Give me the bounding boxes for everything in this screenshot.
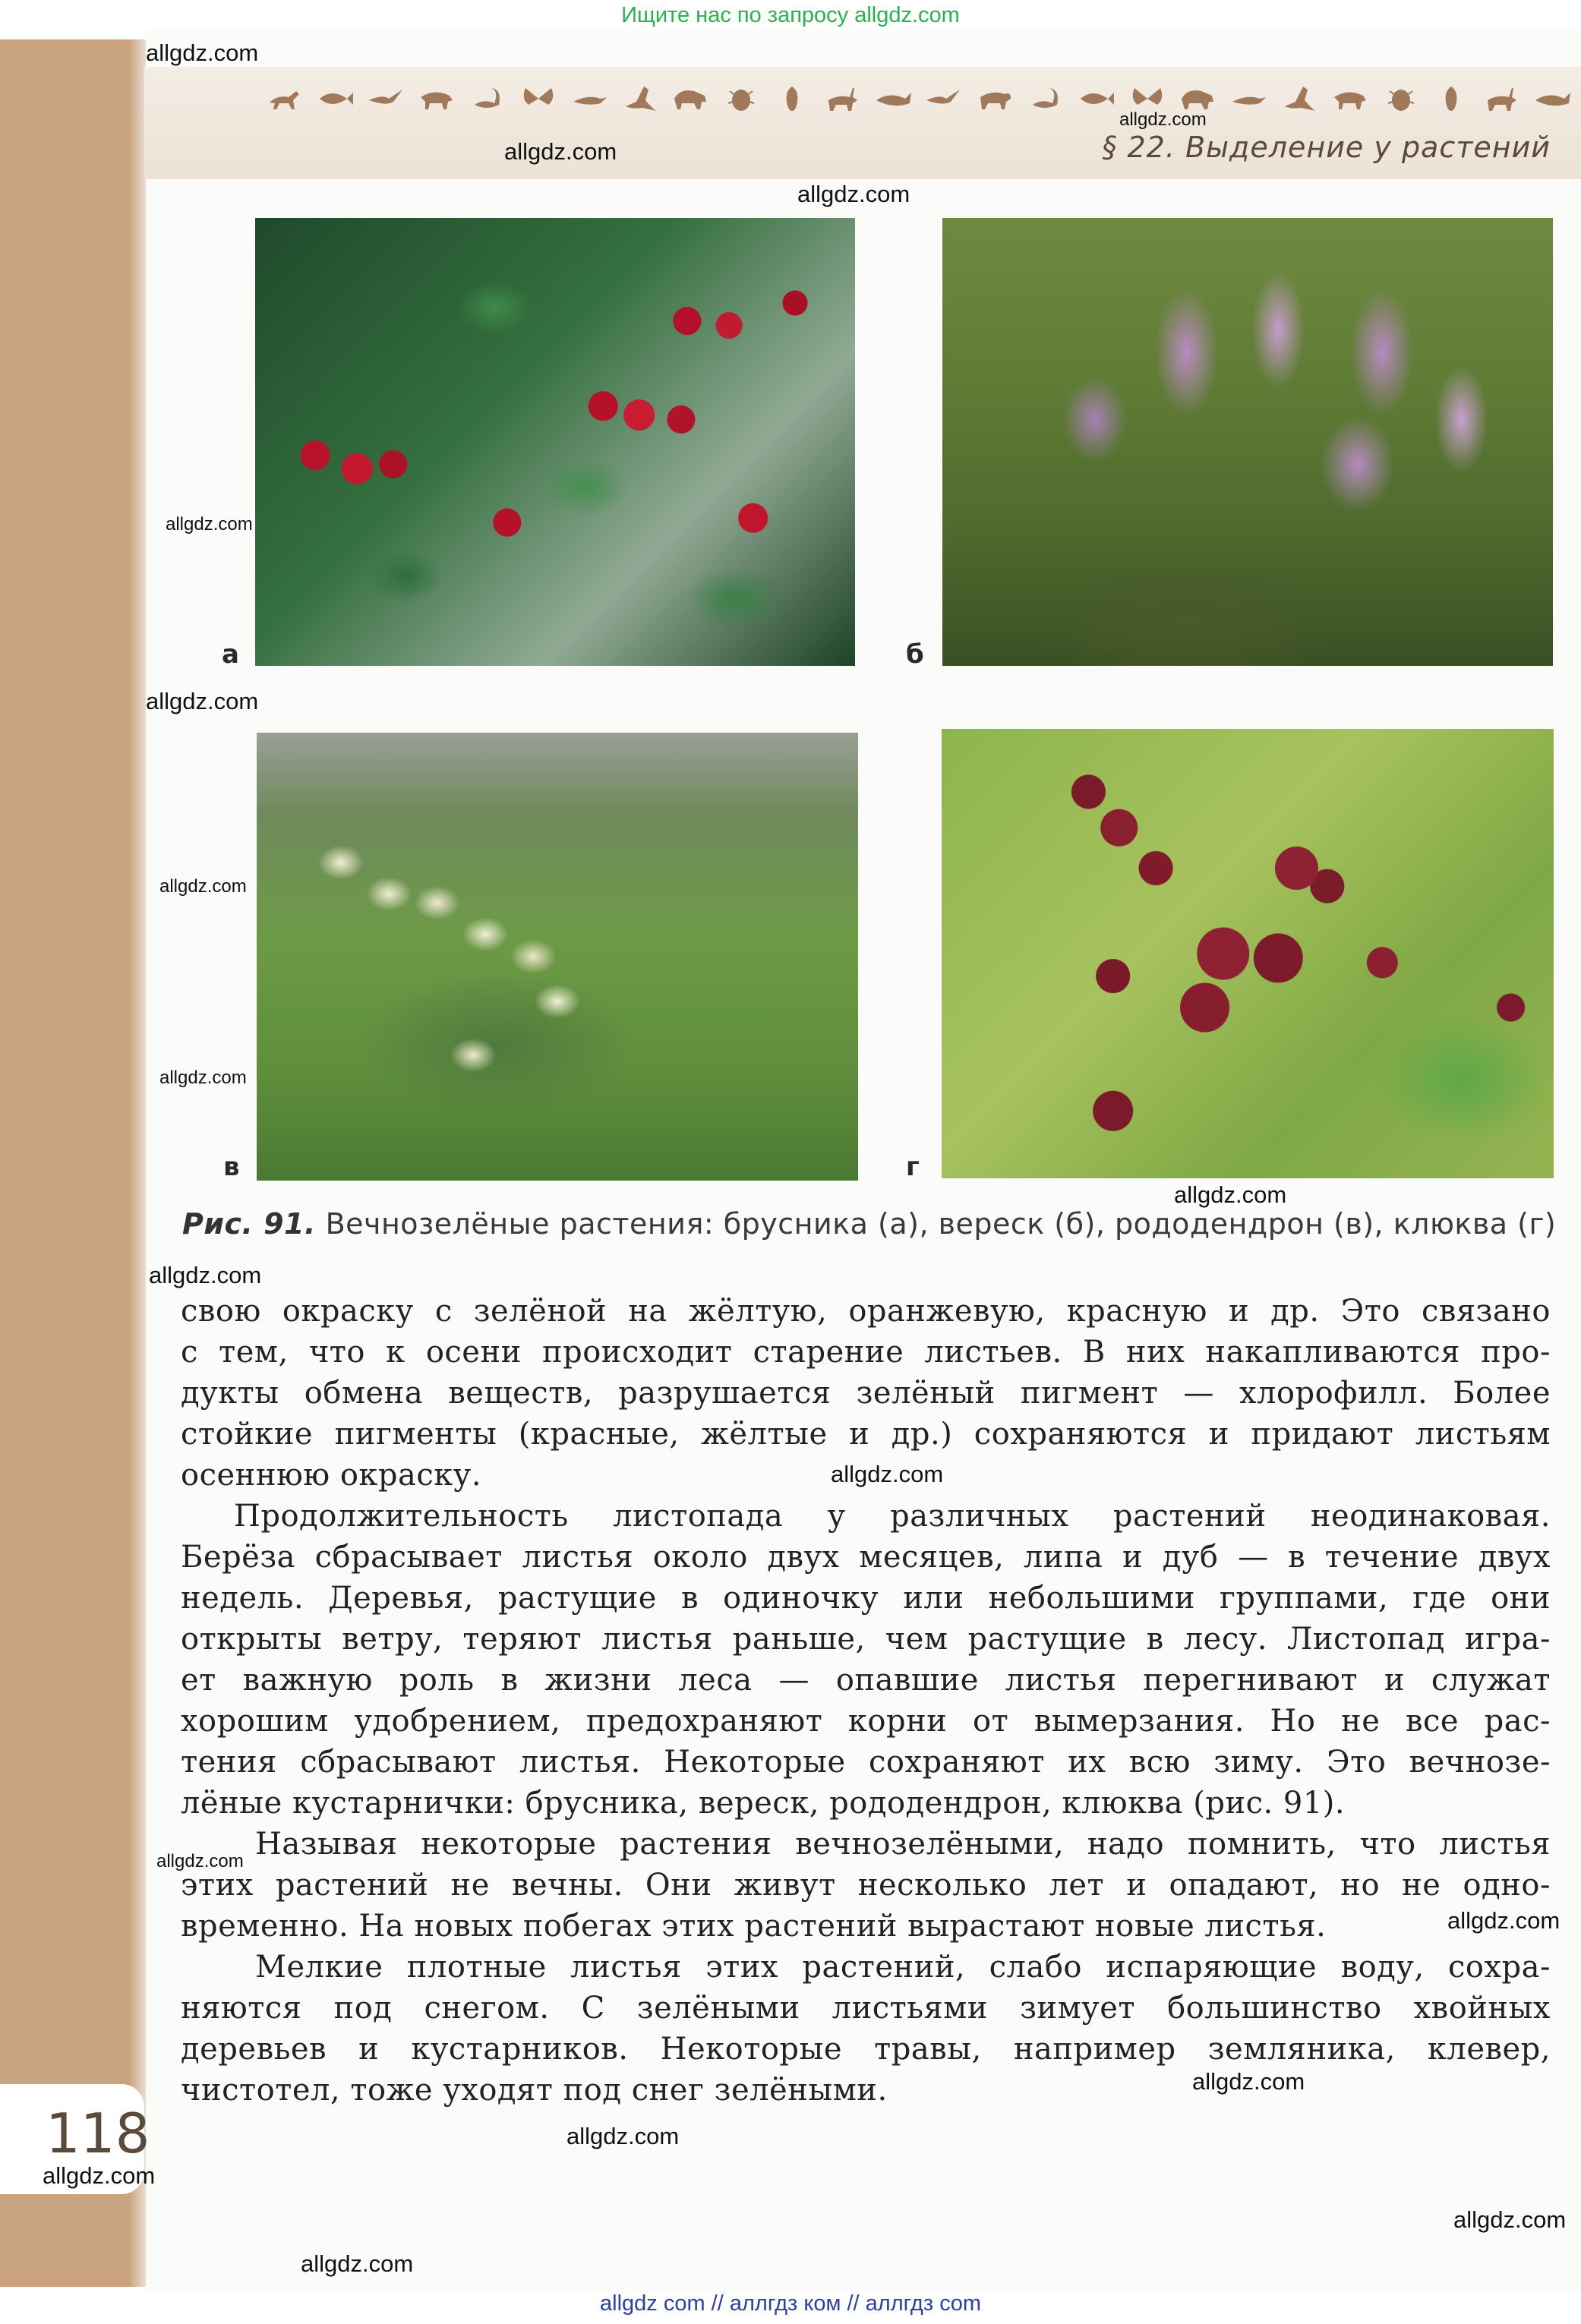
text-line: ет важную роль в жизни леса — опавшие листья перегнивают и служат bbox=[181, 1663, 1551, 1698]
beetle-icon bbox=[1382, 84, 1420, 114]
watermark: allgdz.com bbox=[566, 2123, 680, 2149]
text-line: этих растений не вечны. Они живут несколько лет и опадают, но не одно- bbox=[181, 1868, 1551, 1903]
ram-icon bbox=[976, 84, 1014, 114]
watermark: allgdz.com bbox=[797, 181, 910, 207]
text-line: Мелкие плотные листья этих растений, слабо испаряющие воду, сохра- bbox=[255, 1950, 1551, 1985]
photo-heather bbox=[942, 218, 1553, 666]
photo-label-a: а bbox=[222, 639, 239, 670]
watermark: allgdz.com bbox=[43, 2162, 156, 2189]
watermark: allgdz.com bbox=[831, 1461, 944, 1487]
watermark: allgdz.com bbox=[146, 39, 259, 66]
watermark: allgdz.com bbox=[159, 1067, 247, 1088]
text-line: деревьев и кустарников. Некоторые травы, например земляника, клевер, bbox=[181, 2032, 1551, 2067]
bottom-banner: allgdz com // аллгдз ком // аллгдз com bbox=[600, 2291, 981, 2316]
watermark: allgdz.com bbox=[156, 1851, 244, 1871]
figure-caption-text: Вечнозелёные растения: брусника (а), вереск (б), рододендрон (в), клюква (г) bbox=[315, 1207, 1557, 1241]
text-line: стойкие пигменты (красные, жёлтые и др.) сохраняются и придают листьям bbox=[181, 1417, 1551, 1452]
watermark: allgdz.com bbox=[146, 688, 259, 714]
text-line: осеннюю окраску. bbox=[181, 1458, 482, 1493]
text-line: открыты ветру, теряют листья раньше, чем растущие в лесу. Листопад игра- bbox=[181, 1622, 1551, 1657]
photo-lingonberry bbox=[255, 218, 855, 666]
text-line: Продолжительность листопада у различных растений неодинаковая. bbox=[234, 1499, 1551, 1534]
fish-icon bbox=[317, 84, 355, 114]
watermark: allgdz.com bbox=[159, 876, 247, 897]
watermark: allgdz.com bbox=[1453, 2206, 1567, 2233]
kangaroo-icon bbox=[1280, 84, 1318, 114]
text-line: тения сбрасывают листья. Некоторые сохраняют их всю зиму. Это вечнозе- bbox=[181, 1745, 1551, 1780]
penguin-icon bbox=[773, 84, 811, 114]
fish-icon bbox=[1078, 84, 1116, 114]
text-line: чистотел, тоже уходят под снег зелёными. bbox=[181, 2073, 888, 2108]
bird-icon bbox=[925, 84, 963, 114]
watermark: allgdz.com bbox=[301, 2250, 414, 2277]
text-line: хорошим удобрением, предохраняют корни от вымерзания. Но не все рас- bbox=[181, 1704, 1551, 1739]
text-line: Называя некоторые растения вечнозелёными, надо помнить, что листья bbox=[255, 1827, 1551, 1862]
scorpion-icon bbox=[469, 84, 506, 114]
boar-icon bbox=[418, 84, 456, 114]
penguin-icon bbox=[1432, 84, 1470, 114]
butterfly-icon bbox=[519, 84, 557, 114]
watermark: allgdz.com bbox=[166, 514, 253, 534]
lizard-icon bbox=[1229, 84, 1267, 114]
page-number: 118 bbox=[46, 2102, 150, 2165]
text-line: дукты обмена веществ, разрушается зелёный пигмент — хлорофилл. Более bbox=[181, 1376, 1551, 1411]
text-line: няются под снегом. С зелёными листьями зимует большинство хвойных bbox=[181, 1991, 1551, 2026]
text-line: Берёза сбрасывает листья около двух месяцев, липа и дуб — в течение двух bbox=[181, 1540, 1551, 1575]
deer-icon bbox=[266, 84, 304, 114]
photo-label-b: б bbox=[906, 639, 924, 670]
photo-rhododendron bbox=[257, 733, 858, 1181]
antelope-icon bbox=[1483, 84, 1521, 114]
antelope-icon bbox=[824, 84, 862, 114]
watermark: allgdz.com bbox=[1119, 109, 1207, 130]
watermark: allgdz.com bbox=[504, 138, 617, 165]
whale-icon bbox=[875, 84, 913, 114]
watermark: allgdz.com bbox=[149, 1262, 262, 1288]
page-gutter-shadow bbox=[129, 39, 146, 2287]
text-line: лёные кустарнички: брусника, вереск, рододендрон, клюква (рис. 91). bbox=[181, 1786, 1346, 1821]
figure-caption bbox=[182, 1207, 1556, 1241]
watermark: allgdz.com bbox=[1174, 1181, 1287, 1208]
photo-label-c: в bbox=[223, 1152, 240, 1182]
text-line: недель. Деревья, растущие в одиночку или небольшими группами, где они bbox=[181, 1581, 1551, 1616]
photo-cranberry bbox=[942, 729, 1554, 1178]
text-line: временно. На новых побегах этих растений вырастают новые листья. bbox=[181, 1909, 1327, 1944]
section-title: § 22. Выделение у растений bbox=[1102, 131, 1551, 164]
boar-icon bbox=[1331, 84, 1369, 114]
animal-ornament-row bbox=[266, 76, 1572, 121]
lizard-icon bbox=[570, 84, 608, 114]
watermark: allgdz.com bbox=[1447, 1907, 1560, 1934]
whale-icon bbox=[1534, 84, 1572, 114]
page-edge-band bbox=[0, 39, 144, 2287]
figure-caption-prefix: Рис. 91. bbox=[182, 1207, 316, 1241]
kangaroo-icon bbox=[621, 84, 659, 114]
bird-icon bbox=[368, 84, 406, 114]
beetle-icon bbox=[722, 84, 760, 114]
bison-icon bbox=[671, 84, 709, 114]
watermark: allgdz.com bbox=[1192, 2068, 1305, 2095]
text-line: с тем, что к осени происходит старение листьев. В них накапливаются про- bbox=[181, 1335, 1551, 1370]
top-banner: Ищите нас по запросу allgdz.com bbox=[621, 3, 960, 27]
scorpion-icon bbox=[1027, 84, 1065, 114]
text-line: свою окраску с зелёной на жёлтую, оранжевую, красную и др. Это связано bbox=[181, 1294, 1551, 1329]
photo-label-d: г bbox=[906, 1152, 920, 1182]
